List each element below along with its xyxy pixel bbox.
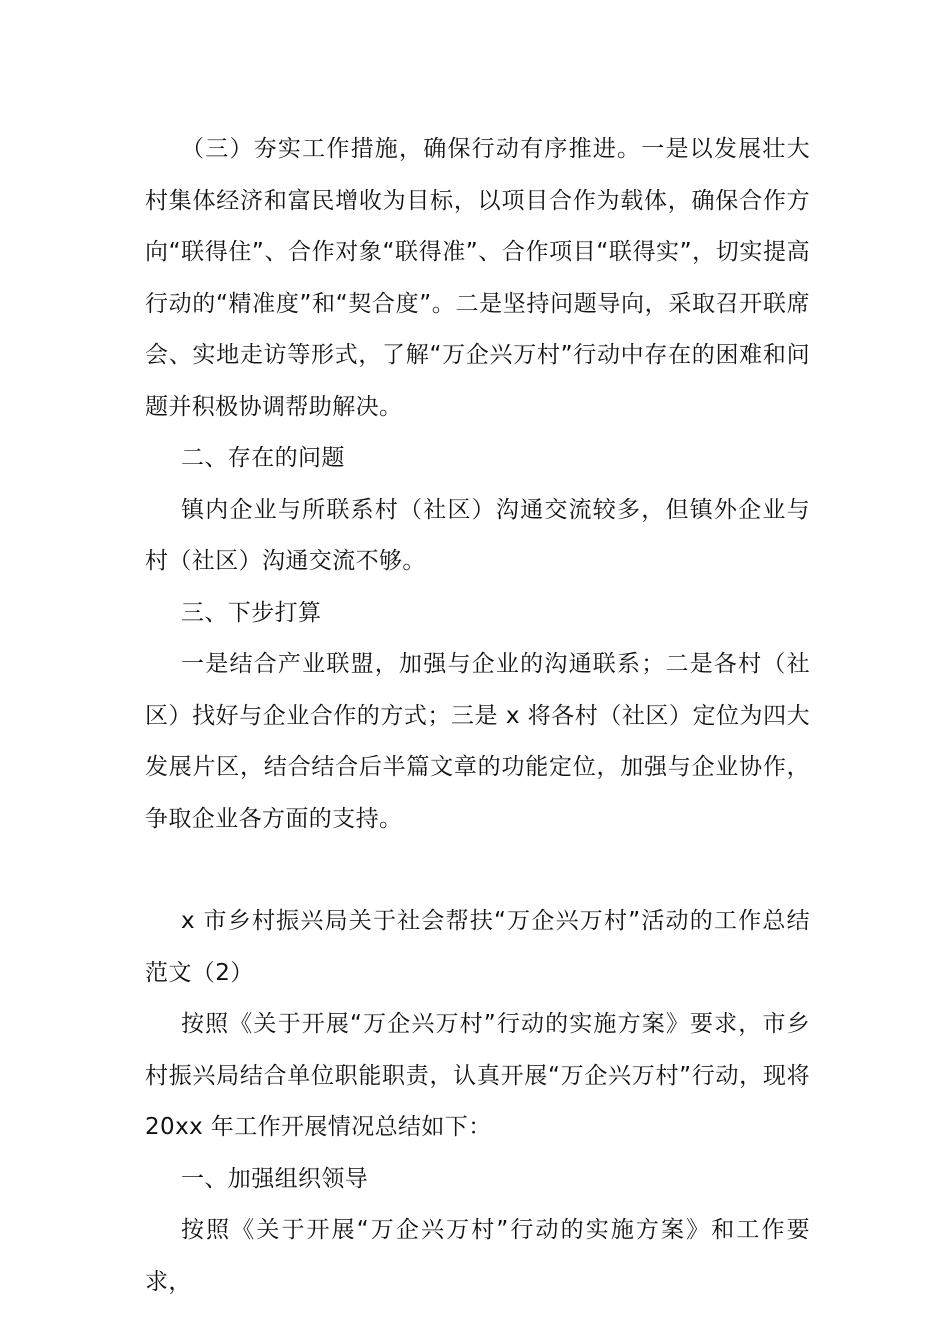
- section-gap: [145, 845, 810, 896]
- document-title-2: x 市乡村振兴局关于社会帮扶“万企兴万村”活动的工作总结范文（2）: [145, 908, 810, 986]
- heading-next-steps: 三、下步打算: [181, 599, 322, 626]
- paragraph-next-steps: 一是结合产业联盟，加强与企业的沟通联系；二是各村（社区）找好与企业合作的方式；三是 x 将各村（社区）定位为四大发展片区，结合结合后半篇文章的功能定位，加强与企业协作，争取企业各方面的支持。: [145, 651, 810, 832]
- heading-leadership: 一、加强组织领导: [181, 1165, 369, 1192]
- document-body: [145, 124, 810, 1308]
- heading-problems: 二、存在的问题: [181, 445, 345, 471]
- paragraph-measures: （三）夯实工作措施，确保行动有序推进。一是以发展壮大村集体经济和富民增收为目标，以项目合作为载体，确保合作方向“联得住”、合作对象“联得准”、合作项目“联得实”，切实提高行动的“精准度”和“契合度”。二是坚持问题导向，采取召开联席会、实地走访等形式，了解“万企兴万村”行动中存在的困难和问题并积极协调帮助解决。: [145, 136, 810, 420]
- paragraph-leadership: 按照《关于开展“万企兴万村”行动的实施方案》和工作要求，: [145, 1217, 810, 1295]
- paragraph-problems: 镇内企业与所联系村（社区）沟通交流较多，但镇外企业与村（社区）沟通交流不够。: [145, 496, 810, 574]
- paragraph-intro: 按照《关于开展“万企兴万村”行动的实施方案》要求，市乡村振兴局结合单位职能职责，认真开展“万企兴万村”行动，现将20xx 年工作开展情况总结如下：: [145, 1011, 810, 1140]
